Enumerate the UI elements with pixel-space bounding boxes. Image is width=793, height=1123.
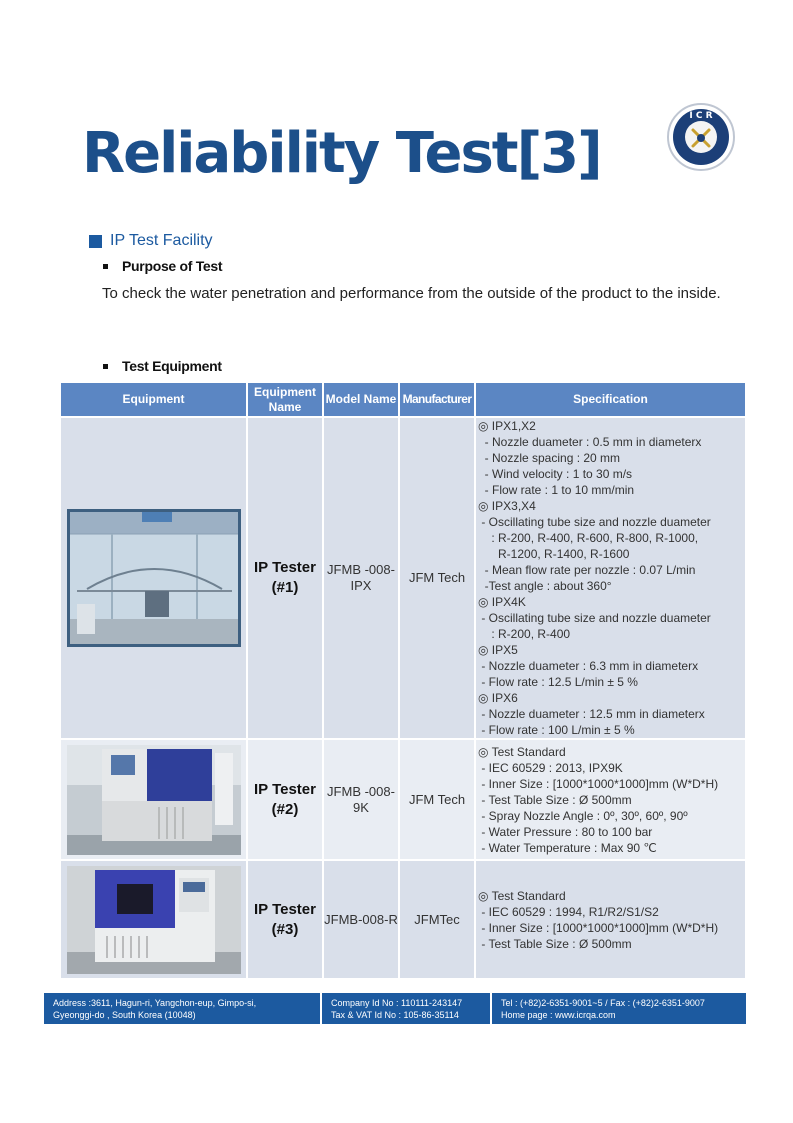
footer-address-line: Address :3611, Hagun-ri, Yangchon-eup, Gimpo-si, [53, 998, 257, 1008]
spec-line: ◎ IPX6 [478, 691, 518, 705]
spec-line: - Nozzle spacing : 20 mm [478, 451, 621, 465]
spec-line: : R-200, R-400 [478, 627, 571, 641]
spec-line: - Mean flow rate per nozzle : 0.07 L/min [478, 563, 696, 577]
model-name: JFMB -008-9K [324, 740, 398, 859]
manufacturer: JFMTec [400, 861, 474, 978]
table-row [61, 740, 745, 859]
equipment-heading-text: Test Equipment [122, 358, 222, 374]
spec-line: -Test angle : about 360° [478, 579, 612, 593]
equipment-table [59, 381, 747, 980]
footer-address-line: Gyeonggi-do , South Korea (10048) [53, 1010, 196, 1020]
footer-homepage[interactable]: Home page : www.icrqa.com [501, 1010, 616, 1020]
spec-line: - Nozzle duameter : 6.3 mm in diameterx [478, 659, 699, 673]
spec-line: - Spray Nozzle Angle : 0º, 30º, 60º, 90º [478, 808, 688, 823]
section-heading-text: IP Test Facility [110, 232, 213, 249]
column-header: Model Name [324, 383, 398, 416]
spec-line: : R-200, R-400, R-600, R-800, R-1000, [478, 531, 699, 545]
footer-tax-id: Tax & VAT Id No : 105-86-35114 [331, 1010, 459, 1020]
equipment-photo-cell [61, 861, 246, 978]
spec-line: ◎ IPX3,X4 [478, 499, 536, 513]
equipment-name: IP Tester (#3) [248, 861, 322, 978]
spec-line: - Nozzle duameter : 0.5 mm in diameterx [478, 435, 702, 449]
footer-address [44, 993, 322, 1024]
specification [476, 740, 745, 859]
table-row [61, 861, 745, 978]
spec-line: - Flow rate : 12.5 L/min ± 5 % [478, 675, 638, 689]
spec-line: - Inner Size : [1000*1000*1000]mm (W*D*H) [478, 920, 719, 935]
model-name: JFMB-008-R [324, 861, 398, 978]
purpose-heading [103, 258, 222, 274]
column-header: Manufacturer [400, 383, 474, 416]
bullet-icon [103, 264, 108, 269]
model-name: JFMB -008-IPX [324, 418, 398, 738]
bullet-icon [103, 364, 108, 369]
spec-line: - Water Temperature : Max 90 ℃ [478, 840, 657, 855]
specification [476, 861, 745, 978]
icr-seal-logo [666, 102, 736, 172]
column-header: Equipment [61, 383, 246, 416]
manufacturer: JFM Tech [400, 418, 474, 738]
equipment-photo-cell [61, 740, 246, 859]
table-row [61, 418, 745, 738]
spec-line: ◎ Test Standard [478, 744, 566, 759]
specification [476, 418, 745, 738]
section-square-icon [89, 235, 102, 248]
spec-line: - Oscillating tube size and nozzle duameter [478, 515, 711, 529]
spec-line: - Flow rate : 1 to 10 mm/min [478, 483, 635, 497]
footer-company-ids [322, 993, 492, 1024]
spec-line: ◎ IPX1,X2 [478, 419, 536, 433]
ip-tester-3-photo [67, 866, 241, 974]
spec-line: - Wind velocity : 1 to 30 m/s [478, 467, 633, 481]
logo-text: I C R [689, 111, 713, 121]
footer-bar [44, 993, 746, 1024]
purpose-text: To check the water penetration and performance from the outside of the product to the inside. [102, 285, 721, 302]
spec-line: ◎ IPX4K [478, 595, 526, 609]
ip-tester-2-photo [67, 745, 241, 855]
spec-line: - Water Pressure : 80 to 100 bar [478, 824, 653, 839]
spec-line: - Inner Size : [1000*1000*1000]mm (W*D*H) [478, 776, 719, 791]
spec-line: - Test Table Size : Ø 500mm [478, 792, 632, 807]
spec-line: - Oscillating tube size and nozzle duameter [478, 611, 711, 625]
equipment-photo-cell [61, 418, 246, 738]
equipment-heading [103, 358, 222, 374]
ip-tester-1-photo [67, 509, 241, 647]
spec-line: - Flow rate : 100 L/min ± 5 % [478, 723, 635, 737]
spec-line: - Nozzle duameter : 12.5 mm in diameterx [478, 707, 705, 721]
purpose-heading-text: Purpose of Test [122, 258, 223, 274]
column-header: Specification [476, 383, 745, 416]
column-header: Equipment Name [248, 383, 322, 416]
spec-line: - IEC 60529 : 2013, IPX9K [478, 760, 623, 775]
page-title: Reliability Test[3] [82, 121, 601, 186]
footer-company-id: Company Id No : 110111-243147 [331, 998, 463, 1008]
footer-tel: Tel : (+82)2-6351-9001~5 / Fax : (+82)2-6351-9007 [501, 998, 705, 1008]
spec-line: - IEC 60529 : 1994, R1/R2/S1/S2 [478, 904, 659, 919]
footer-contact [492, 993, 746, 1024]
equipment-name: IP Tester (#1) [248, 418, 322, 738]
spec-line: - Test Table Size : Ø 500mm [478, 936, 632, 951]
section-heading [89, 232, 213, 250]
spec-line: ◎ Test Standard [478, 888, 566, 903]
table-header-row [61, 383, 745, 416]
spec-line: R-1200, R-1400, R-1600 [478, 547, 630, 561]
spec-line: ◎ IPX5 [478, 643, 518, 657]
manufacturer: JFM Tech [400, 740, 474, 859]
equipment-name: IP Tester (#2) [248, 740, 322, 859]
